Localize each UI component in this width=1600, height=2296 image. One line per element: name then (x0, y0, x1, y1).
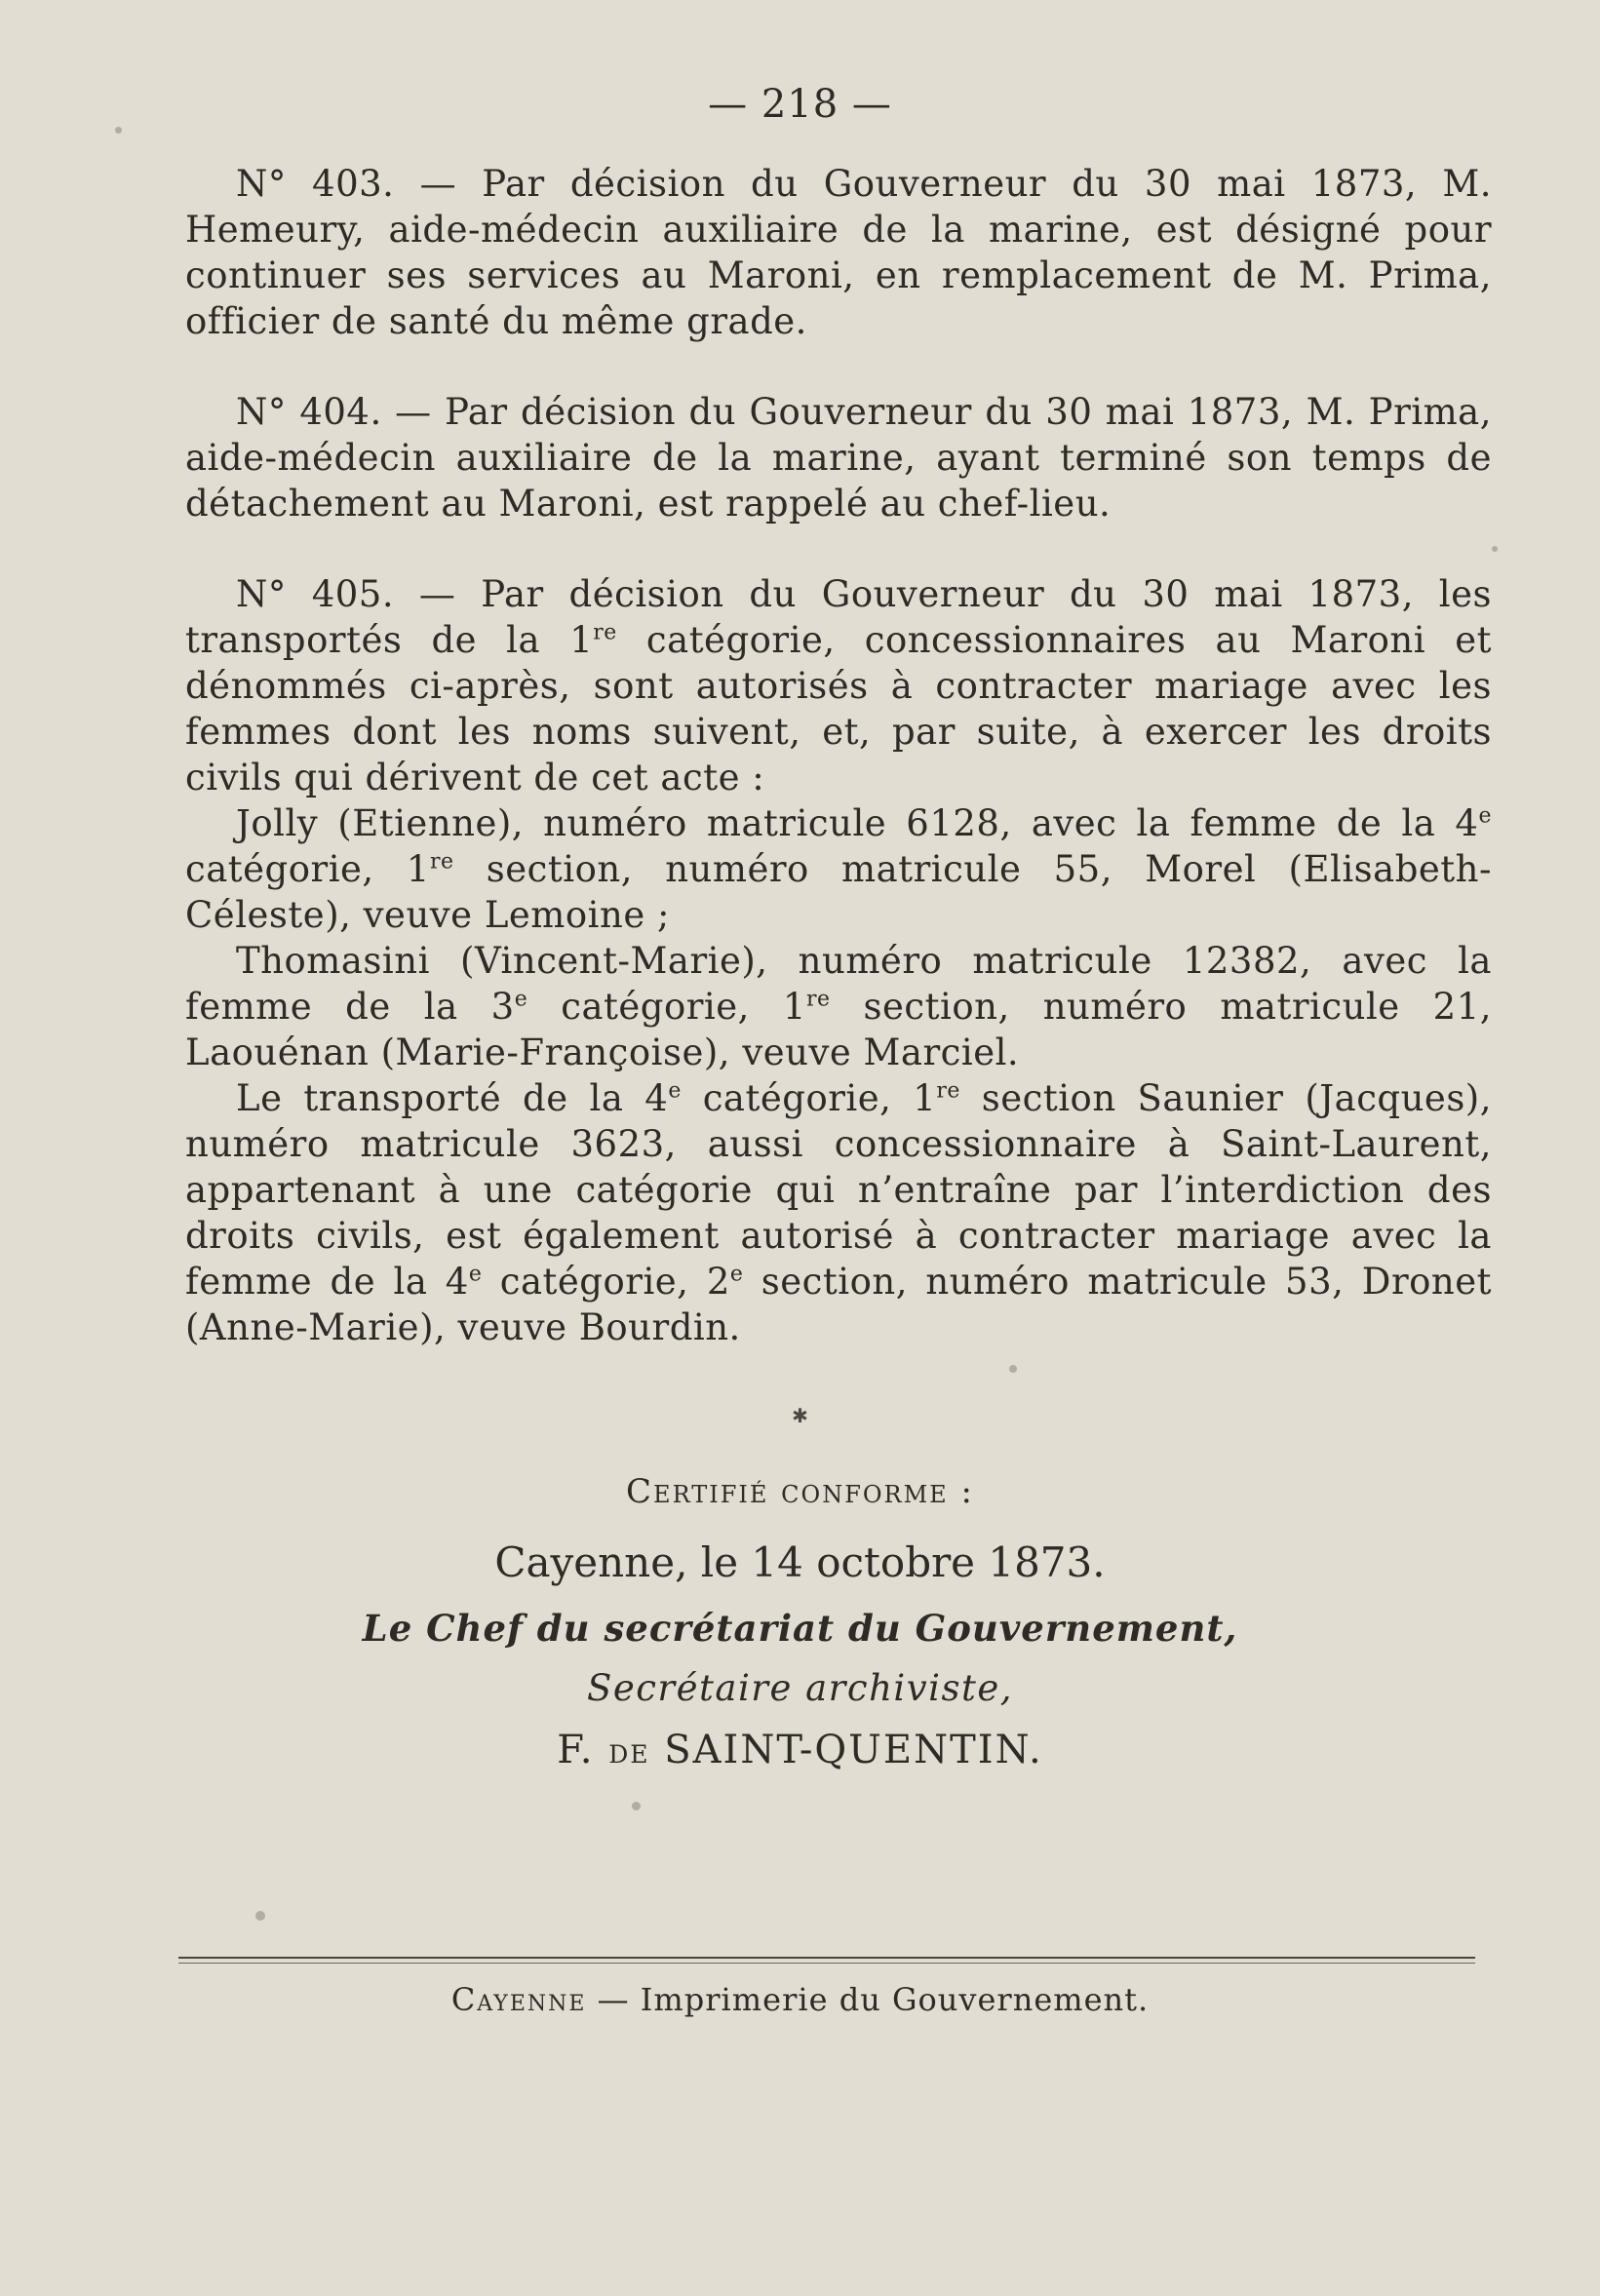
footer-divider-thin (178, 1963, 1475, 1964)
decision-number: N° 404. (236, 391, 382, 433)
page-number: — 218 — (708, 82, 892, 127)
ordinal-suffix: e (514, 987, 528, 1012)
decision-text: — Par décision du Gouverneur du 30 mai 1873, M. Prima, aide-médecin auxiliaire de la marine, ayant terminé son temps de détachement au Maroni, est rappelé au chef-lieu. (185, 391, 1492, 525)
footer-city: Cayenne (450, 1981, 587, 2018)
marriage-entry-thomasini (185, 938, 1492, 1075)
entry-text: section, numéro matricule 21, Laouénan (Marie-Françoise), veuve Marciel. (185, 986, 1492, 1073)
ordinal-suffix: e (668, 1078, 682, 1104)
decision-paragraph (185, 161, 1492, 344)
entry-text: catégorie, 2 (482, 1261, 730, 1303)
footer-dash: — (597, 1981, 630, 2018)
paper-speck (1009, 1365, 1017, 1373)
paper-speck (255, 1911, 265, 1921)
entry-text: catégorie, 1 (681, 1077, 937, 1119)
decision-paragraph (185, 571, 1492, 800)
signer-role-line1: Le Chef du secrétariat du Gouvernement, (362, 1607, 1238, 1650)
paper-speck (632, 1802, 641, 1810)
entry-paragraph (185, 938, 1492, 1075)
decisions-body (185, 161, 1492, 1395)
certification-heading: Certifié conforme : (626, 1472, 974, 1511)
decision-paragraph (185, 389, 1492, 526)
entry-text: section, numéro matricule 55, Morel (Elisabeth-Céleste), veuve Lemoine ; (185, 848, 1492, 936)
footer-divider (178, 1957, 1475, 1959)
decision-number: N° 405. (236, 573, 395, 615)
paper-speck (1492, 546, 1498, 552)
ordinal-suffix: e (1478, 803, 1492, 829)
marriage-entry-saunier (185, 1075, 1492, 1350)
entry-text: Thomasini (Vincent-Marie), numéro matricule 12382, avec la femme de la 3 (185, 940, 1492, 1028)
entry-text: catégorie, 1 (527, 986, 806, 1028)
decision-403 (185, 161, 1492, 344)
decision-text: — Par décision du Gouverneur du 30 mai 1873, M. Hemeury, aide-médecin auxiliaire de la marine, est désigné pour continuer ses services au Maroni, en remplacement de M. Prima, officier de santé du même grade. (185, 163, 1492, 342)
entry-text: section Saunier (Jacques), numéro matricule 3623, aussi concessionnaire à Saint-Laurent, appartenant à une catégorie qui n’entraîne par l’interdiction des droits civils, est également autorisé à contracter mariage avec la femme de la 4 (185, 1077, 1493, 1303)
signer-name (0, 1728, 1600, 1772)
footer-printer: Imprimerie du Gouvernement. (640, 1981, 1150, 2018)
marriage-entry-jolly (185, 800, 1492, 938)
signer-initial: F. (557, 1728, 595, 1772)
ordinal-suffix: e (729, 1262, 744, 1287)
printer-footer (0, 1981, 1600, 2018)
signer-surname: SAINT-QUENTIN. (664, 1728, 1043, 1772)
decision-404 (185, 389, 1492, 526)
entry-text: section, numéro matricule 53, Dronet (Anne-Marie), veuve Bourdin. (185, 1261, 1492, 1348)
entry-text: Le transporté de la 4 (236, 1077, 669, 1119)
ordinal-suffix: re (593, 620, 617, 645)
ordinal-suffix: re (805, 987, 831, 1012)
ordinal-suffix: e (468, 1262, 483, 1287)
ornament-asterisk-icon: ✱ (792, 1404, 808, 1427)
entry-paragraph (185, 800, 1492, 938)
entry-text: catégorie, 1 (185, 848, 430, 890)
signer-role-line2: Secrétaire archiviste, (586, 1667, 1014, 1709)
decision-405 (185, 571, 1492, 1350)
entry-text: Jolly (Etienne), numéro matricule 6128, avec la femme de la 4 (236, 802, 1479, 844)
entry-paragraph (185, 1075, 1492, 1350)
ordinal-suffix: re (429, 849, 454, 875)
ordinal-suffix: re (936, 1078, 960, 1104)
decision-text: catégorie, concessionnaires au Maroni et dénommés ci-après, sont autorisés à contracter mariage avec les femmes dont les noms suivent, et, par suite, à exercer les droits civils qui dérivent de cet acte : (185, 619, 1492, 798)
place-date: Cayenne, le 14 octobre 1873. (494, 1538, 1106, 1586)
decision-text: — Par décision du Gouverneur du 30 mai 1873, les transportés de la 1 (185, 573, 1492, 661)
decision-number: N° 403. (236, 163, 395, 205)
signer-particle: de (608, 1732, 650, 1771)
paper-speck (115, 127, 122, 134)
